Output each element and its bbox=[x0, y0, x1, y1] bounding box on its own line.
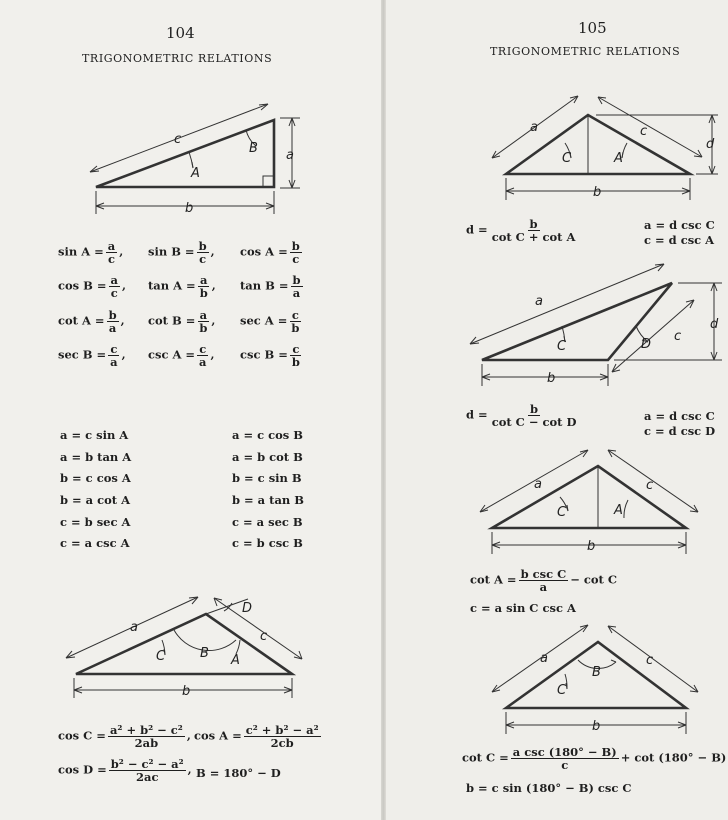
rfig3-label-C: C bbox=[557, 505, 567, 520]
page-number-left: 104 bbox=[166, 24, 195, 42]
ratio-formula: cos B = $\frac{a}{c}$ , bbox=[58, 273, 126, 300]
rfig1-label-A: A bbox=[614, 151, 623, 166]
page-number-right: 105 bbox=[578, 19, 607, 37]
side-relation: c = b sec A bbox=[60, 515, 131, 529]
fig2-label-a: a bbox=[130, 620, 138, 635]
eq-a-csc-c-2: a = d csc C bbox=[644, 409, 715, 423]
ratio-formula: csc B = $\frac{c}{b}$ bbox=[240, 342, 300, 369]
running-title-left: TRIGONOMETRIC RELATIONS bbox=[82, 52, 273, 65]
fig2-label-C: C bbox=[156, 649, 166, 664]
eq-c-csc-d-2: c = d csc D bbox=[644, 424, 716, 438]
rfig3-label-a: a bbox=[534, 477, 542, 492]
fig2-label-b: b bbox=[182, 684, 191, 699]
fig1-label-a: a bbox=[286, 148, 294, 163]
rfig1-label-b: b bbox=[593, 185, 602, 200]
law-cos-c: cos C = $\frac{\text{a² + b² − c²}}{2ab}$ , bbox=[58, 723, 191, 750]
eq-d-1: d = $\frac{b}{\text{cot C + cot A}}$ bbox=[466, 217, 576, 244]
rfig3-label-b: b bbox=[587, 539, 596, 554]
law-cos-d: cos D = $\frac{\text{b² − c² − a²}}{2ac}$ , bbox=[58, 757, 192, 784]
rfig2-label-C: C bbox=[557, 339, 567, 354]
side-relation: b = a cot A bbox=[60, 493, 131, 507]
fig1-label-c: c bbox=[174, 132, 182, 147]
rfig2-label-c: c bbox=[674, 329, 682, 344]
rfig3-label-c: c bbox=[646, 478, 654, 493]
rfig2-label-b: b bbox=[547, 371, 556, 386]
side-relation: a = c sin A bbox=[60, 428, 129, 442]
rfig1-label-d: d bbox=[706, 137, 715, 152]
rfig1-label-C: C bbox=[562, 151, 572, 166]
fig1-label-B: B bbox=[249, 141, 258, 156]
ratio-formula: sin A = $\frac{a}{c}$ , bbox=[58, 239, 124, 266]
fig1-label-b: b bbox=[185, 201, 194, 216]
ratio-formula: tan B = $\frac{b}{a}$ bbox=[240, 273, 301, 300]
rfig2-label-a: a bbox=[535, 294, 543, 309]
eq-b-sin: b = c sin (180° − B) csc C bbox=[466, 781, 632, 795]
rfig2-label-d: d bbox=[710, 317, 719, 332]
rfig3-label-A: A bbox=[614, 503, 623, 518]
ratio-formula: cot A = $\frac{b}{a}$ , bbox=[58, 308, 125, 335]
ratio-formula: tan A = $\frac{a}{b}$ , bbox=[148, 273, 216, 300]
rfig4-label-C: C bbox=[557, 683, 567, 698]
rfig1-label-a: a bbox=[530, 120, 538, 135]
side-relation: b = c cos A bbox=[60, 471, 131, 485]
ratio-formula: csc A = $\frac{c}{a}$ , bbox=[148, 342, 215, 369]
rfig1-label-c: c bbox=[640, 124, 648, 139]
side-relation: c = b csc B bbox=[232, 536, 303, 550]
eq-cot-a: cot A = $\frac{\text{b csc C}}{a}$ − cot C bbox=[470, 567, 618, 594]
angle-b-relation: B = 180° − D bbox=[196, 766, 281, 780]
ratio-formula: cos A = $\frac{b}{c}$ bbox=[240, 239, 300, 266]
eq-c-sin: c = a sin C csc A bbox=[470, 601, 576, 615]
eq-d-2: d = $\frac{b}{\text{cot C − cot D}}$ bbox=[466, 402, 577, 429]
side-relation: b = c sin B bbox=[232, 471, 302, 485]
rfig4-label-c: c bbox=[646, 653, 654, 668]
ratio-formula: cot B = $\frac{a}{b}$ , bbox=[148, 308, 216, 335]
side-relation: b = a tan B bbox=[232, 493, 304, 507]
ratio-formula: sec B = $\frac{c}{a}$ , bbox=[58, 342, 126, 369]
fig2-label-c: c bbox=[260, 629, 268, 644]
fig2-label-A: A bbox=[231, 653, 240, 668]
ratio-formula: sin B = $\frac{b}{c}$ , bbox=[148, 239, 215, 266]
rfig4-label-B: B bbox=[592, 665, 601, 680]
side-relation: a = b cot B bbox=[232, 450, 303, 464]
rfig2-label-D: D bbox=[641, 337, 652, 352]
fig1-label-A: A bbox=[191, 166, 200, 181]
fig2-label-B: B bbox=[200, 646, 209, 661]
running-title-right: TRIGONOMETRIC RELATIONS bbox=[490, 45, 681, 58]
side-relation: c = a csc A bbox=[60, 536, 130, 550]
rfig4-label-a: a bbox=[540, 651, 548, 666]
rfig4-label-b: b bbox=[592, 719, 601, 734]
side-relation: a = c cos B bbox=[232, 428, 303, 442]
side-relation: a = b tan A bbox=[60, 450, 132, 464]
eq-c-csc-a-1: c = d csc A bbox=[644, 233, 715, 247]
fig2-label-D: D bbox=[242, 601, 253, 616]
ratio-formula: sec A = $\frac{c}{b}$ bbox=[240, 308, 300, 335]
side-relation: c = a sec B bbox=[232, 515, 303, 529]
eq-cot-c: cot C = $\frac{\text{a csc (180° − B)}}{c}$ + cot (180° − B) bbox=[462, 745, 727, 772]
eq-a-csc-c-1: a = d csc C bbox=[644, 218, 715, 232]
law-cos-a: cos A = $\frac{\text{c² + b² − a²}}{2cb}$ bbox=[194, 723, 319, 750]
